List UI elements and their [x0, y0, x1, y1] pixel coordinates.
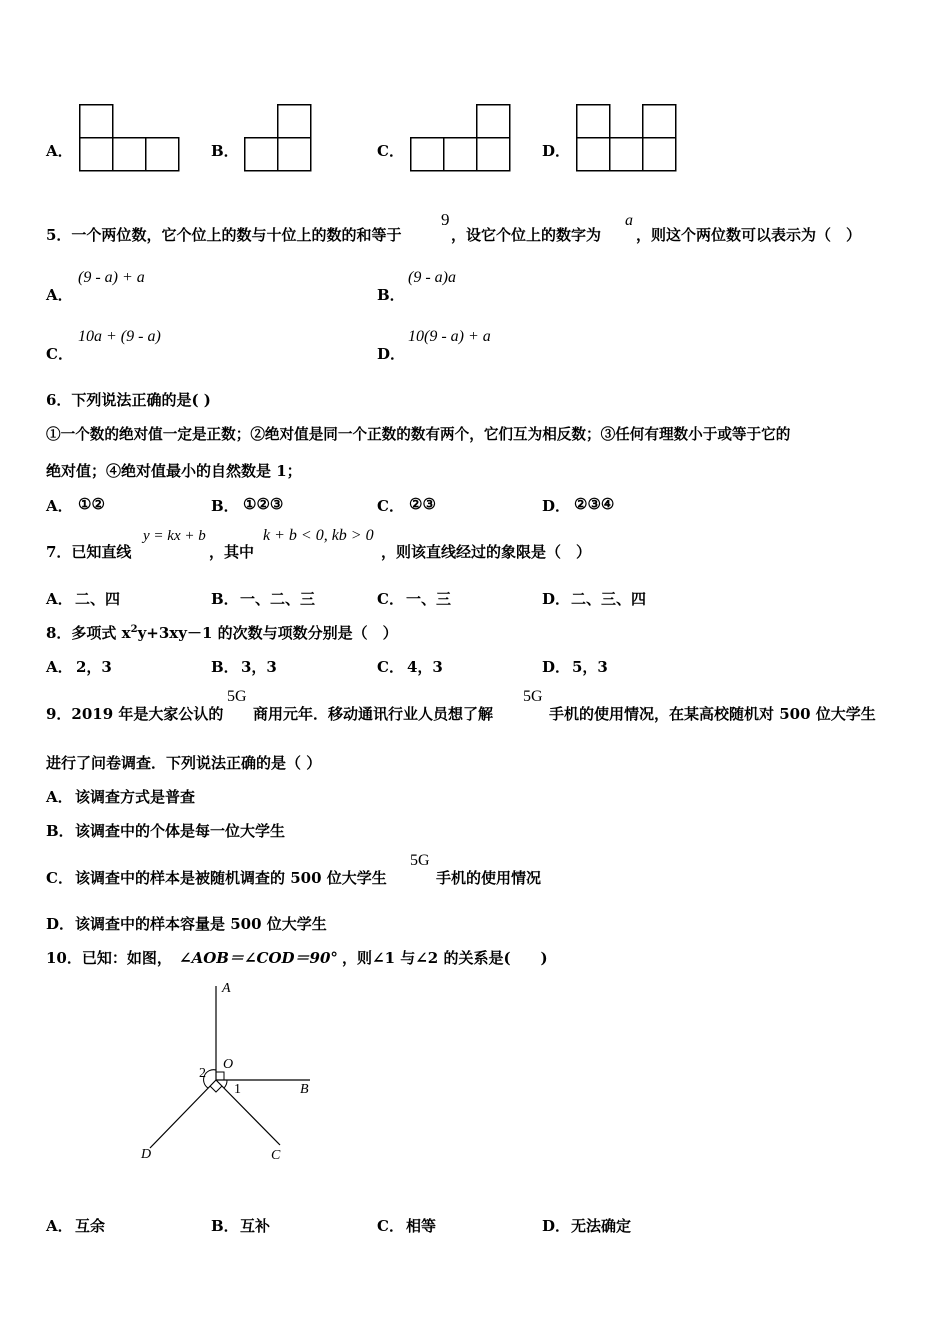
q8-option-b-text: 3，3 [241, 658, 277, 676]
q5-option-d-label[interactable]: D． [377, 345, 406, 363]
q6-option-a-text: ①② [78, 495, 105, 513]
figure-label-a: A [222, 981, 231, 996]
q7-option-a-text: 二、四 [75, 590, 121, 608]
q9-option-d-label[interactable]: D． [46, 915, 75, 933]
figure-label-angle-1: 1 [234, 1082, 241, 1097]
q9-option-b-text: 该调查中的个体是每一位大学生 [75, 822, 286, 840]
q8-option-c-text: 4，3 [407, 658, 443, 676]
q8-option-b-label[interactable]: B． [211, 658, 239, 676]
q6-option-c-text: ②③ [409, 495, 436, 513]
q4-option-c-label[interactable]: C． [377, 142, 404, 160]
q9-option-a-label[interactable]: A． [46, 788, 73, 806]
q5-stem-part2: ，设它个位上的数字为 [451, 226, 602, 244]
q7-stem-part3: ，则该直线经过的象限是（ ） [381, 543, 592, 561]
q6-option-c-label[interactable]: C． [377, 497, 404, 515]
q4-option-a-figure [79, 104, 180, 172]
q6-option-d-label[interactable]: D． [542, 497, 571, 515]
q8-option-a-text: 2，3 [76, 658, 112, 676]
ray-oc [216, 1080, 280, 1145]
q10-option-c-text: 相等 [406, 1217, 437, 1235]
q9-stem-part3: 手机的使用情况，在某高校随机对 500 位大学生 [549, 705, 876, 723]
q5-option-c-label[interactable]: C． [46, 345, 73, 363]
q8-stem-part1: 8．多项式 x [46, 624, 131, 642]
q9-option-c-text: 该调查中的样本是被随机调查的 500 位大学生 [75, 869, 387, 887]
q9-stem-part1: 9．2019 年是大家公认的 [46, 705, 224, 723]
q7-condition: k + b < 0, kb > 0 [263, 527, 374, 544]
q9-5g-first: 5G [227, 688, 247, 705]
q8-option-d-label[interactable]: D． [542, 658, 571, 676]
q9-option-c-label[interactable]: C． [46, 869, 73, 887]
q4-option-c-figure [410, 104, 511, 172]
q10-angle-figure [130, 980, 330, 1170]
right-angle-mark-cod [210, 1086, 222, 1092]
q4-option-a-label[interactable]: A． [46, 142, 73, 160]
q9-option-a-text: 该调查方式是普查 [75, 788, 196, 806]
q10-option-a-label[interactable]: A． [46, 1217, 73, 1235]
q7-stem-part1: 7．已知直线 [46, 543, 132, 561]
q8-stem-part2: y+3xy－1 的次数与项数分别是（ ） [137, 624, 398, 642]
q5-option-a-expr: (9 - a) + a [78, 269, 145, 286]
q7-line-equation: y = kx + b [143, 528, 206, 544]
q6-option-d-text: ②③④ [574, 495, 615, 513]
q5-option-b-label[interactable]: B． [377, 286, 405, 304]
q6-statement-line1: ①一个数的绝对值一定是正数；②绝对值是同一个正数的数有两个，它们互为相反数；③任何有理数小于或等于它的 [46, 426, 791, 443]
q8-option-c-label[interactable]: C． [377, 658, 404, 676]
q5-option-b-expr: (9 - a)a [408, 269, 456, 286]
q10-option-c-label[interactable]: C． [377, 1217, 404, 1235]
q8-stem [46, 622, 398, 643]
q10-option-d-text: 无法确定 [571, 1217, 632, 1235]
figure-label-angle-2: 2 [199, 1066, 206, 1081]
right-angle-mark [216, 1072, 224, 1080]
q6-stem: 6．下列说法正确的是( ) [46, 391, 211, 409]
q10-option-d-label[interactable]: D． [542, 1217, 571, 1235]
q10-angle-expression: ∠AOB＝∠COD＝90° [179, 949, 338, 967]
q9-option-b-label[interactable]: B． [46, 822, 74, 840]
q9-5g-second: 5G [523, 688, 543, 705]
figure-label-c: C [271, 1148, 281, 1163]
q9-option-d-text: 该调查中的样本容量是 500 位大学生 [75, 915, 327, 933]
q6-option-b-text: ①②③ [243, 495, 284, 513]
q7-option-b-label[interactable]: B． [211, 590, 239, 608]
q5-variable-a: a [625, 212, 633, 229]
q9-stem-part2: 商用元年．移动通讯行业人员想了解 [253, 705, 494, 723]
q9-stem-line2: 进行了问卷调查．下列说法正确的是（ ） [46, 754, 322, 772]
q8-option-d-text: 5，3 [572, 658, 608, 676]
q7-stem-part2: ，其中 [209, 543, 255, 561]
angle-1-arc [224, 1080, 227, 1088]
q5-stem-part1: 5．一个两位数，它个位上的数与十位上的数的和等于 [46, 226, 402, 244]
q6-option-b-label[interactable]: B． [211, 497, 239, 515]
q9-option-c-5g: 5G [410, 852, 430, 869]
q7-option-b-text: 一、二、三 [240, 590, 316, 608]
q10-stem-part2: ，则∠1 与∠2 的关系是( ) [342, 949, 548, 967]
q5-stem-part3: ，则这个两位数可以表示为（ ） [636, 226, 862, 244]
q7-option-a-label[interactable]: A． [46, 590, 73, 608]
q4-option-b-figure [244, 104, 312, 172]
q5-option-c-expr: 10a + (9 - a) [78, 328, 161, 345]
ray-od [150, 1080, 216, 1148]
q5-option-d-expr: 10(9 - a) + a [408, 328, 491, 345]
q10-option-b-label[interactable]: B． [211, 1217, 239, 1235]
q10-option-b-text: 互补 [240, 1217, 271, 1235]
q4-option-d-label[interactable]: D． [542, 142, 571, 160]
q10-stem-part1: 10．已知：如图， [46, 949, 172, 967]
q10-option-a-text: 互余 [75, 1217, 106, 1235]
q7-option-c-label[interactable]: C． [377, 590, 404, 608]
q8-option-a-label[interactable]: A． [46, 658, 73, 676]
q8-exponent: 2 [130, 624, 138, 635]
q4-option-b-label[interactable]: B． [211, 142, 239, 160]
figure-label-d: D [141, 1147, 152, 1162]
q7-option-d-label[interactable]: D． [542, 590, 571, 608]
q4-option-d-figure [576, 104, 677, 172]
q7-option-c-text: 一、三 [406, 590, 452, 608]
figure-label-o: O [223, 1057, 234, 1072]
q7-option-d-text: 二、三、四 [571, 590, 647, 608]
q5-number-9: 9 [441, 210, 450, 229]
q6-option-a-label[interactable]: A． [46, 497, 73, 515]
figure-label-b: B [300, 1082, 309, 1097]
q6-statement-line2: 绝对值；④绝对值最小的自然数是 1； [46, 462, 302, 480]
q5-option-a-label[interactable]: A． [46, 286, 73, 304]
q9-option-c-tail: 手机的使用情况 [436, 869, 542, 887]
